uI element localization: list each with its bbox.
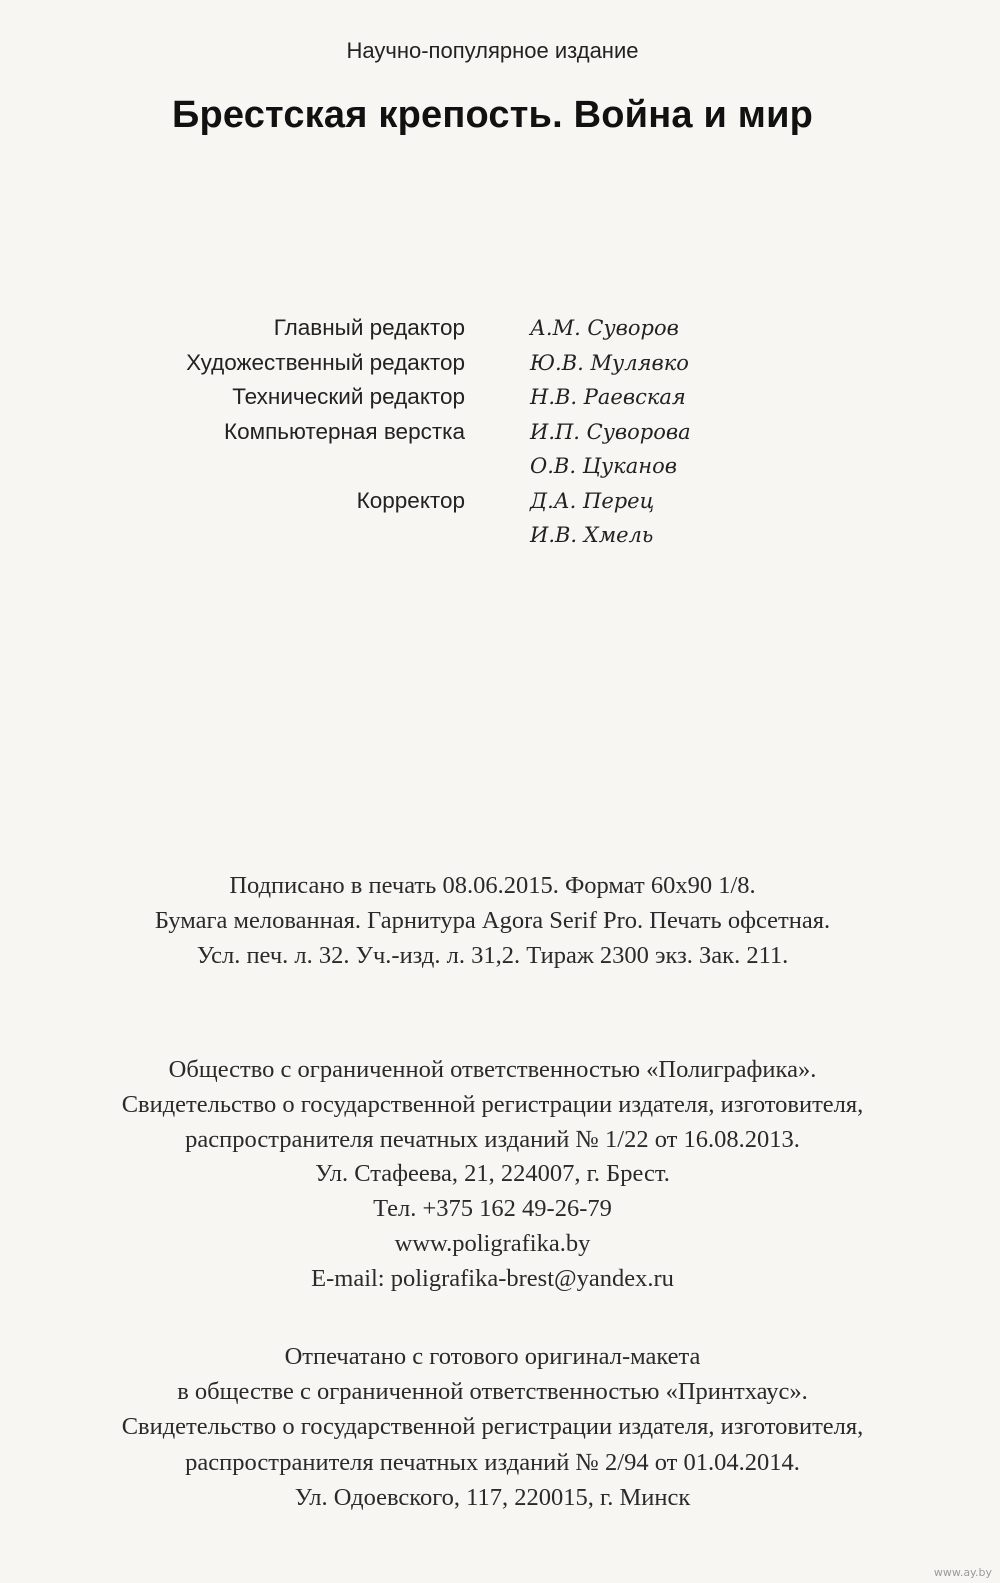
printer-info-block xyxy=(0,1339,985,1515)
credit-name: О.В. Цуканов xyxy=(530,454,677,478)
publisher-info-line: Свидетельство о государственной регистрации издателя, изготовителя, xyxy=(121,1090,864,1118)
publisher-email: E-mail: poligrafika-brest@yandex.ru xyxy=(311,1264,674,1292)
credit-role: Художественный редактор xyxy=(186,349,465,375)
publisher-info-line: Общество с ограниченной ответственностью «Полиграфика». xyxy=(168,1056,817,1083)
printer-info-line: Свидетельство о государственной регистрации издателя, изготовителя, xyxy=(121,1413,864,1441)
print-info-line: Бумага мелованная. Гарнитура Agora Serif Pro. Печать офсетная. xyxy=(154,906,831,934)
printer-address: Ул. Одоевского, 117, 220015, г. Минск xyxy=(294,1483,691,1511)
edition-type: Научно-популярное издание xyxy=(346,38,639,63)
book-title: Брестская крепость. Война и мир xyxy=(171,94,814,136)
credit-name: А.М. Суворов xyxy=(530,316,679,340)
credit-row xyxy=(0,311,1000,346)
printer-info-line: Отпечатано с готового оригинал-макета xyxy=(284,1343,701,1370)
credit-name: И.В. Хмель xyxy=(530,523,654,547)
credit-row xyxy=(0,484,1000,519)
credit-row xyxy=(0,380,1000,415)
credit-role: Компьютерная верстка xyxy=(224,418,465,444)
credit-role: Технический редактор xyxy=(232,384,465,409)
print-info-block xyxy=(0,869,985,973)
print-info-line: Подписано в печать 08.06.2015. Формат 60x90 1/8. xyxy=(229,872,756,899)
watermark: www.ay.by xyxy=(933,1566,992,1579)
publisher-phone: Тел. +375 162 49-26-79 xyxy=(373,1195,612,1223)
credits-list xyxy=(0,311,1000,553)
credit-row xyxy=(0,449,1000,484)
publisher-info-line: распространителя печатных изданий № 1/22 от 16.08.2013. xyxy=(185,1125,800,1153)
publisher-info-block xyxy=(0,1053,985,1297)
print-info-line: Усл. печ. л. 32. Уч.-изд. л. 31,2. Тираж 2300 экз. Зак. 211. xyxy=(196,941,789,969)
credit-role: Корректор xyxy=(356,487,465,513)
credit-name: И.П. Суворова xyxy=(530,419,691,444)
printer-info-line: распространителя печатных изданий № 2/94 от 01.04.2014. xyxy=(185,1448,800,1476)
publisher-address: Ул. Стафеева, 21, 224007, г. Брест. xyxy=(315,1160,670,1188)
printer-info-line: в обществе с ограниченной ответственностью «Принтхаус». xyxy=(177,1378,808,1406)
credit-name: Н.В. Раевская xyxy=(530,385,686,409)
credit-row xyxy=(0,415,1000,450)
credit-name: Ю.В. Мулявко xyxy=(530,350,689,375)
credit-role: Главный редактор xyxy=(273,315,465,340)
publisher-website: www.poligrafika.by xyxy=(394,1229,591,1257)
credit-row xyxy=(0,346,1000,381)
credit-name: Д.А. Перец xyxy=(530,488,655,513)
credit-row xyxy=(0,518,1000,553)
